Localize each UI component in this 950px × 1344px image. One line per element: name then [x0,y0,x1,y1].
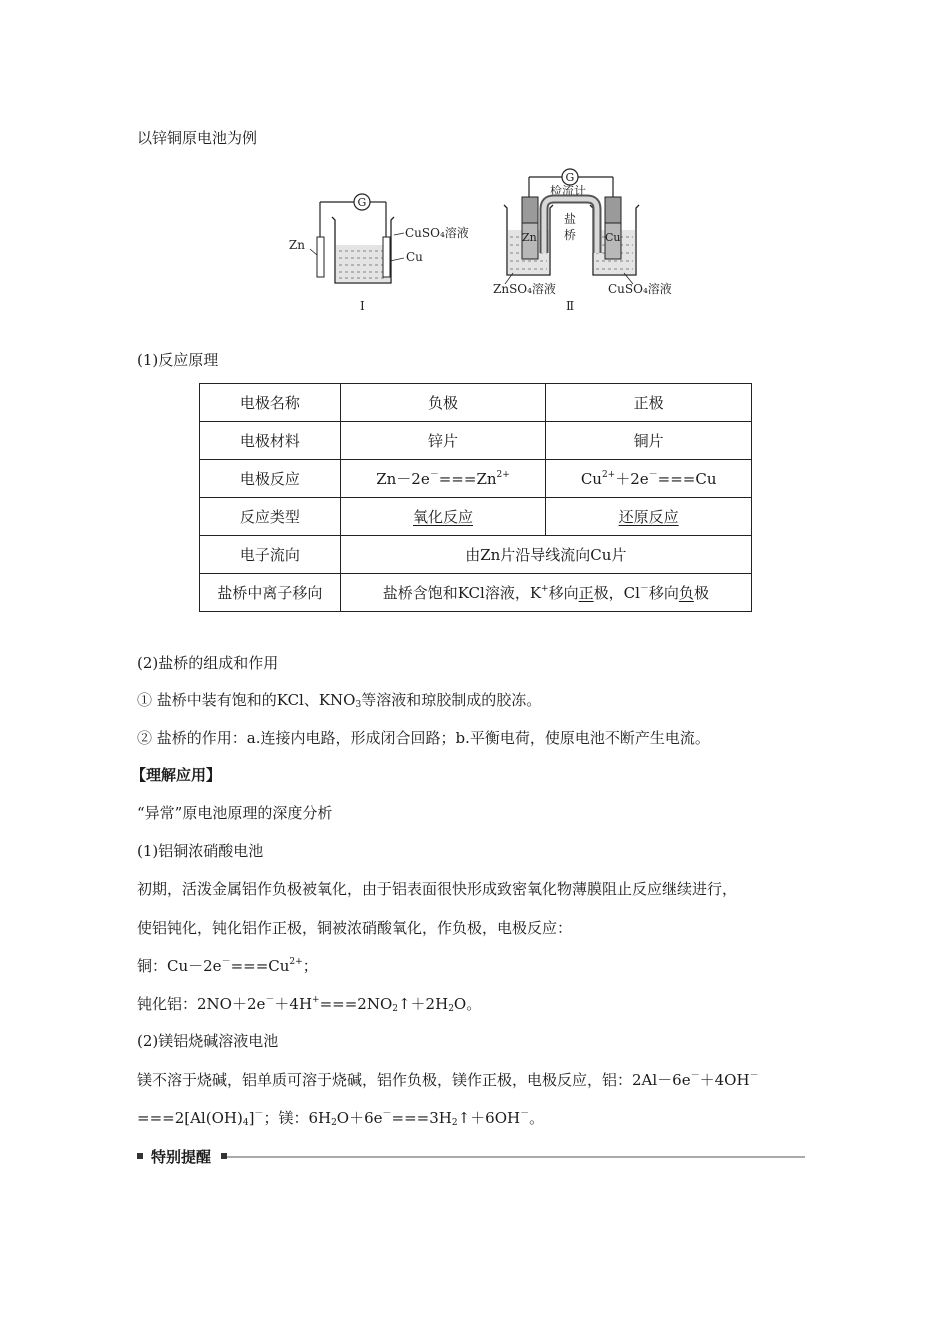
negative-reaction-cell: $Zn-2e^-===Zn^{2+}$ [340,460,546,498]
section1-title: (1)反应原理 [137,351,219,369]
section2-title: (2)盐桥的组成和作用 [137,654,279,672]
divider-line [227,1156,805,1158]
ion-migration-cell: 盐桥含饱和KCl溶液，K+移向正极，Cl－移向负极 [340,574,751,612]
table-cell: 还原反应 [546,498,752,536]
table-cell: 电子流向 [200,536,341,574]
cell2-g-label: G [565,171,575,184]
case1-paragraph-1: 初期，活泼金属铝作负极被氧化，由于铝表面很快形成致密氧化物薄膜阻止反应继续进行， [137,880,738,898]
cell2-bridge-label-1: 盐 [564,212,577,226]
table-cell: 电极反应 [200,460,341,498]
cell2-meter-label: 检流计 [550,184,587,198]
table-cell: 锌片 [340,422,546,460]
table-row [200,536,752,574]
table-cell: 氧化反应 [340,498,546,536]
table-row [200,498,752,536]
table-cell: 铜片 [546,422,752,460]
table-row [200,384,752,422]
special-notice-banner [137,1146,805,1168]
table-row [200,460,752,498]
case1-paragraph-2: 使铝钝化，钝化铝作正极，铜被浓硝酸氧化，作负极，电极反应： [137,919,573,937]
intro-text: 以锌铜原电池为例 [137,129,258,147]
table-cell: 由Zn片沿导线流向Cu片 [340,536,751,574]
cell1-g-label: G [357,196,367,209]
copper-electrode [383,237,390,277]
cell2-numeral: Ⅱ [566,299,575,313]
table-cell: 反应类型 [200,498,341,536]
case2-paragraph-1: 镁不溶于烧碱，铝单质可溶于烧碱，铝作负极，镁作正极，电极反应，铝：2Al－6e－＋4OH－ [137,1071,759,1089]
cell1-solution-label: CuSO₄溶液 [405,226,469,240]
reaction-table [199,383,752,612]
cell1-zn-label: Zn [288,238,305,252]
case2-title: (2)镁铝烧碱溶液电池 [137,1032,279,1050]
cell-two-diagram [493,169,672,313]
table-row [200,422,752,460]
positive-reaction-cell: $Cu^{2+}+2e^-===Cu$ [546,460,752,498]
cell1-numeral: Ⅰ [360,299,365,313]
table-cell: 电极名称 [200,384,341,422]
apply-heading: 【理解应用】 [131,766,222,784]
cell2-right-solution: CuSO₄溶液 [608,282,672,296]
galvanic-cells-figure [288,165,672,315]
bridge-point-2: ② 盐桥的作用：a.连接内电路，形成闭合回路；b.平衡电荷，使原电池不断产生电流。 [137,729,710,747]
cell2-bridge-label-2: 桥 [564,228,577,242]
case1-title: (1)铝铜浓硝酸电池 [137,842,264,860]
square-bullet-icon [137,1153,143,1159]
case1-copper-equation: 铜：$Cu-2e^-===Cu^{2+}$； [137,957,318,975]
cell2-zn-label: Zn [522,231,537,244]
table-cell: 正极 [546,384,752,422]
table-cell: 负极 [340,384,546,422]
case1-aluminum-equation: 钝化铝：$2NO+2e^-+4H^+===2NO_2↑+2H_2O$。 [137,995,482,1014]
cell2-cu-label: Cu [605,231,621,244]
cell-one-diagram [289,194,469,313]
cell1-cu-label: Cu [406,250,423,264]
table-cell: 盐桥中离子移向 [200,574,341,612]
notice-title: 特别提醒 [151,1148,212,1166]
table-cell: 电极材料 [200,422,341,460]
cell2-left-solution: ZnSO₄溶液 [493,282,556,296]
abnormal-title: “异常”原电池原理的深度分析 [137,804,333,822]
table-row [200,574,752,612]
bridge-point-1: ① 盐桥中装有饱和的KCl、$KNO_3$等溶液和琼胶制成的胶冻。 [137,691,542,710]
zinc-electrode [317,237,324,277]
salt-bridge [544,199,597,253]
case2-paragraph-2: $===2[Al(OH)_4]^-$；镁：$6H_2O+6e^-===3H_2↑+6OH^-$。 [137,1109,545,1128]
